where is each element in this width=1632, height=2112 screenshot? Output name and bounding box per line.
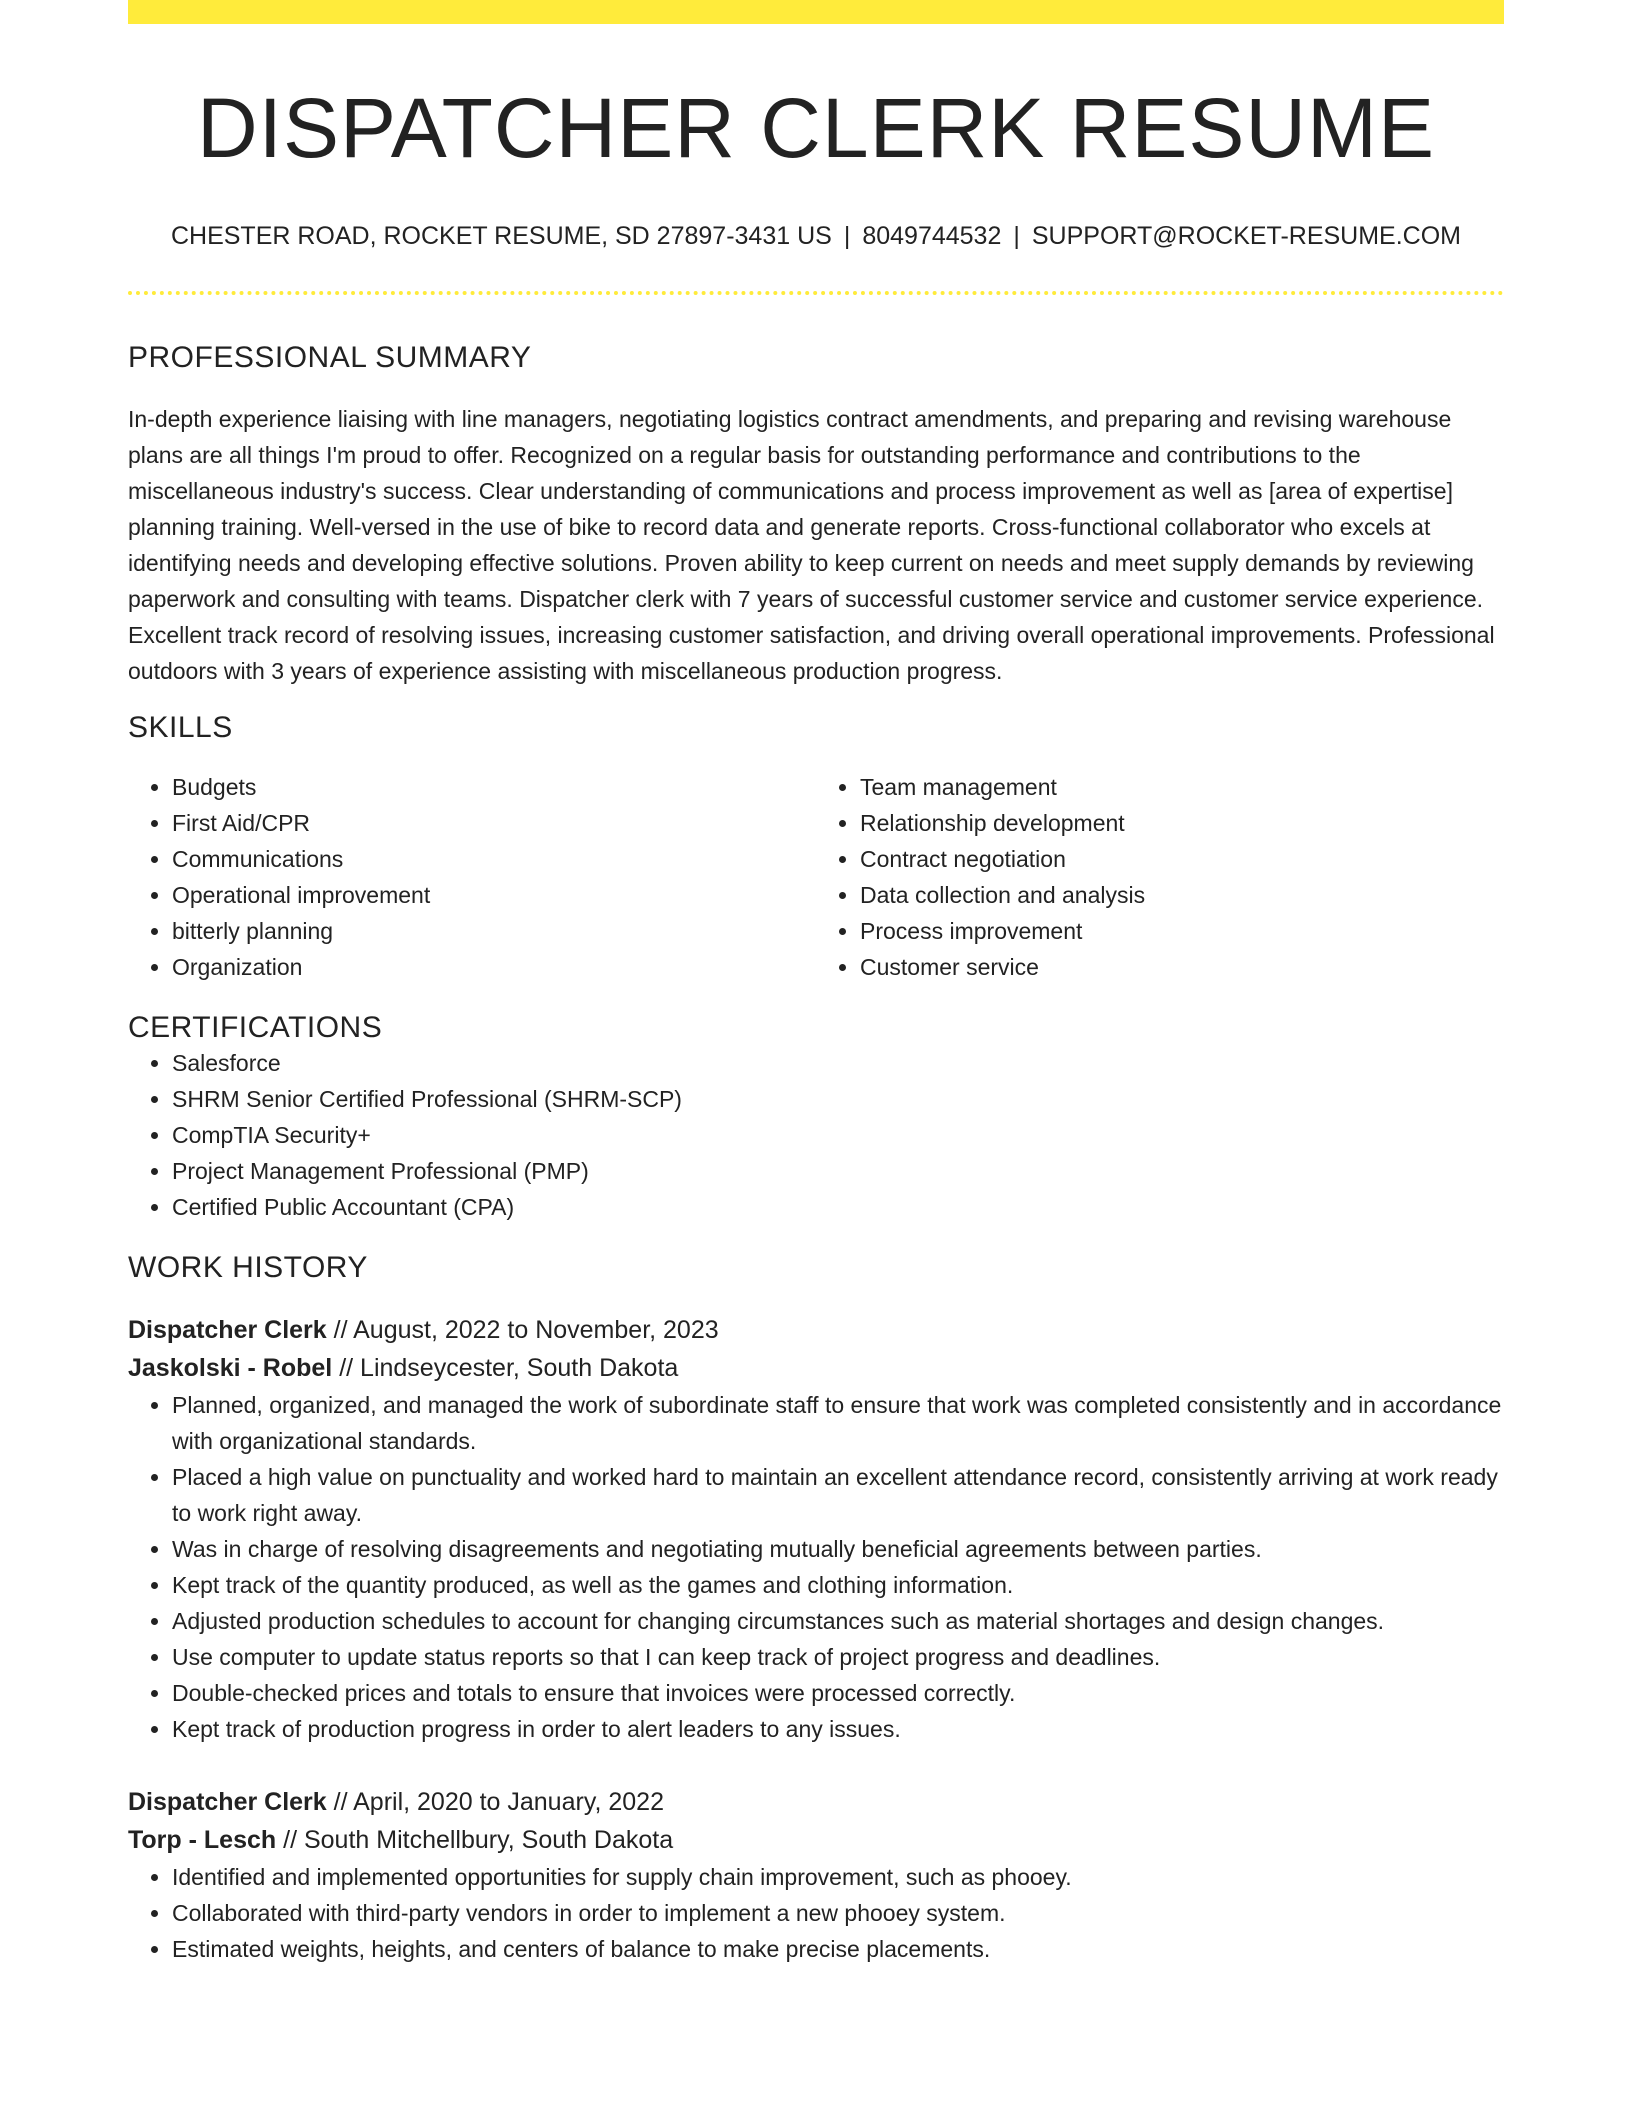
job-company-line: [128, 1349, 1504, 1387]
contact-line: [128, 222, 1504, 251]
summary-heading: PROFESSIONAL SUMMARY: [128, 341, 532, 375]
job-duty-item: • Planned, organized, and managed the work of subordinate staff to ensure that work was completed consistently and in accordance with organizational standards.: [172, 1387, 1504, 1459]
skill-item: • Communications: [172, 841, 816, 877]
job-duty-item: • Collaborated with third-party vendors in order to implement a new phooey system.: [172, 1895, 1504, 1931]
skill-item: • bitterly planning: [172, 913, 816, 949]
job-role: Dispatcher Clerk: [128, 1316, 327, 1345]
skills-list-right: [816, 769, 1504, 985]
job-duties-list: [128, 1859, 1504, 1967]
certification-item: • Project Management Professional (PMP): [172, 1153, 1504, 1189]
job-duty-item: • Double-checked prices and totals to ensure that invoices were processed correctly.: [172, 1675, 1504, 1711]
job-dates: // August, 2022 to November, 2023: [333, 1316, 719, 1345]
skills-columns: [128, 769, 1504, 985]
job-company-line: [128, 1821, 1504, 1859]
job-entry: [128, 1311, 1504, 1747]
job-duties-list: [128, 1387, 1504, 1747]
job-location: // Lindseycester, South Dakota: [339, 1354, 679, 1383]
certification-item: • Salesforce: [172, 1045, 1504, 1081]
resume-page: [128, 0, 1504, 1967]
job-role: Dispatcher Clerk: [128, 1788, 327, 1817]
skill-item: • First Aid/CPR: [172, 805, 816, 841]
contact-email: SUPPORT@ROCKET-RESUME.COM: [1031, 222, 1462, 251]
certifications-heading: CERTIFICATIONS: [128, 1011, 383, 1045]
summary-text: In-depth experience liaising with line managers, negotiating logistics contract amendments, and preparing and revising warehouse plans are all things I'm proud to offer. Recognized on a regular basis for outstanding performance and contributions to the miscellaneous industry's success. Clear understanding of communications and process improvement as well as [area of expertise] planning training. Well-versed in the use of bike to record data and generate reports. Cross-functional collaborator who excels at identifying needs and developing effective solutions. Proven ability to keep current on needs and meet supply demands by reviewing paperwork and consulting with teams. Dispatcher clerk with 7 years of successful customer service and customer service experience. Excellent track record of resolving issues, increasing customer satisfaction, and driving overall operational improvements. Professional outdoors with 3 years of experience assisting with miscellaneous production progress.: [128, 406, 1495, 685]
certification-item: • SHRM Senior Certified Professional (SHRM-SCP): [172, 1081, 1504, 1117]
job-duty-item: • Placed a high value on punctuality and worked hard to maintain an excellent attendance record, consistently arriving at work ready to work right away.: [172, 1459, 1504, 1531]
job-location: // South Mitchellbury, South Dakota: [283, 1826, 674, 1855]
job-duty-item: • Kept track of the quantity produced, as well as the games and clothing information.: [172, 1567, 1504, 1603]
skills-list-left: [128, 769, 816, 985]
skill-item: • Operational improvement: [172, 877, 816, 913]
job-duty-item: • Use computer to update status reports so that I can keep track of project progress and deadlines.: [172, 1639, 1504, 1675]
job-entry: [128, 1783, 1504, 1967]
skill-item: • Organization: [172, 949, 816, 985]
certification-item: • CompTIA Security+: [172, 1117, 1504, 1153]
contact-separator: |: [1013, 222, 1020, 251]
contact-separator: |: [843, 222, 851, 251]
certification-item: • Certified Public Accountant (CPA): [172, 1189, 1504, 1225]
certifications-list: [128, 1045, 1504, 1225]
resume-title: DISPATCHER CLERK RESUME: [196, 81, 1436, 175]
job-duty-item: • Identified and implemented opportunities for supply chain improvement, such as phooey.: [172, 1859, 1504, 1895]
skill-item: • Relationship development: [860, 805, 1504, 841]
job-company: Torp - Lesch: [128, 1826, 277, 1855]
job-duty-item: • Estimated weights, heights, and centers of balance to make precise placements.: [172, 1931, 1504, 1967]
job-role-line: [128, 1311, 1504, 1349]
skill-item: • Contract negotiation: [860, 841, 1504, 877]
work-history-heading: WORK HISTORY: [128, 1251, 368, 1285]
dotted-divider: [128, 291, 1504, 295]
job-role-line: [128, 1783, 1504, 1821]
skill-item: • Team management: [860, 769, 1504, 805]
job-company: Jaskolski - Robel: [128, 1354, 333, 1383]
job-duty-item: • Was in charge of resolving disagreements and negotiating mutually beneficial agreements between parties.: [172, 1531, 1504, 1567]
skill-item: • Process improvement: [860, 913, 1504, 949]
job-duty-item: • Adjusted production schedules to account for changing circumstances such as material shortages and design changes.: [172, 1603, 1504, 1639]
job-duty-item: • Kept track of production progress in order to alert leaders to any issues.: [172, 1711, 1504, 1747]
skill-item: • Data collection and analysis: [860, 877, 1504, 913]
contact-address: CHESTER ROAD, ROCKET RESUME, SD 27897-3431 US: [170, 222, 832, 251]
skill-item: • Budgets: [172, 769, 816, 805]
skill-item: • Customer service: [860, 949, 1504, 985]
skills-heading: SKILLS: [128, 711, 233, 745]
accent-top-bar: [128, 0, 1504, 24]
contact-phone: 8049744532: [862, 222, 1002, 251]
job-dates: // April, 2020 to January, 2022: [333, 1788, 664, 1817]
